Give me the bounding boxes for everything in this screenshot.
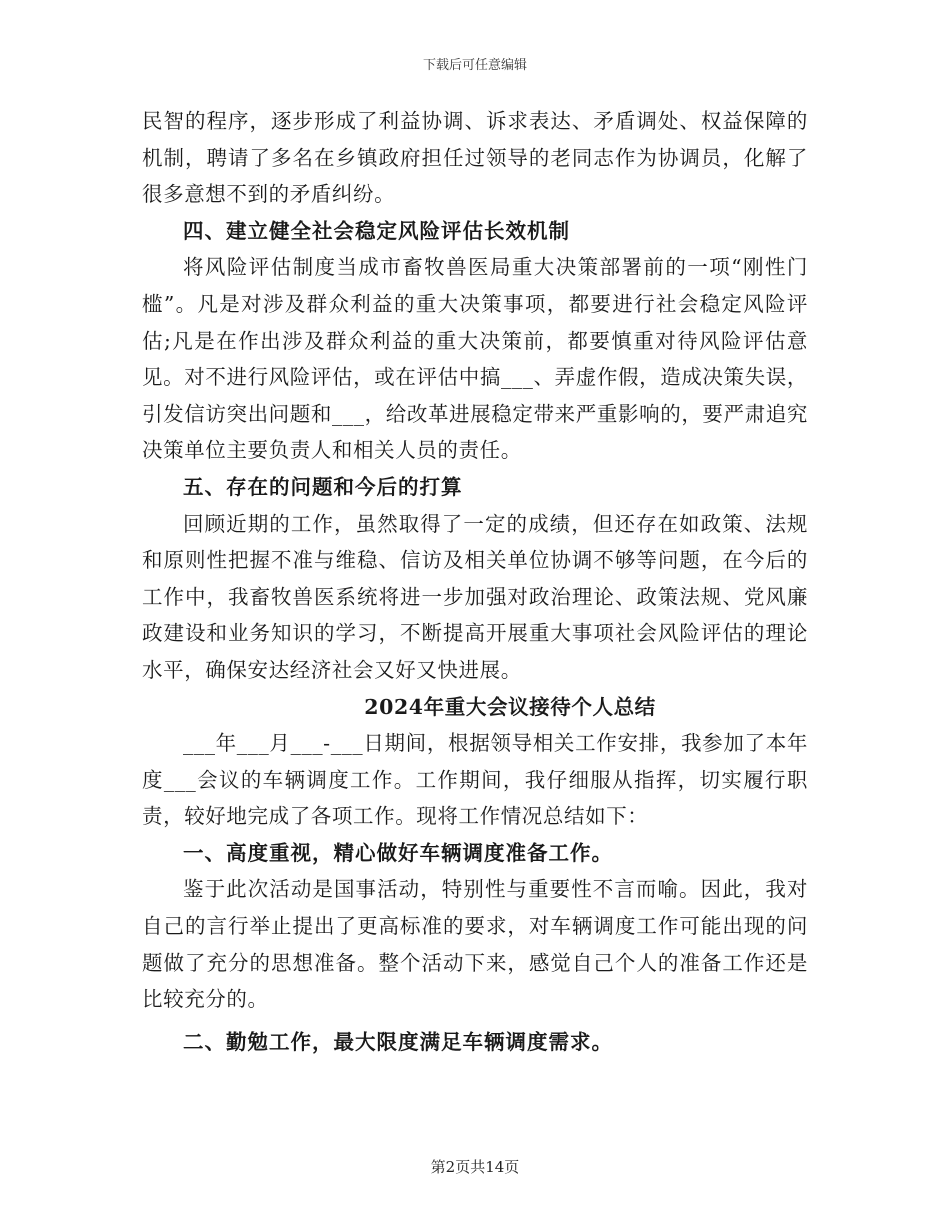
section-heading: 二、勤勉工作，最大限度满足车辆调度需求。 <box>183 1029 613 1054</box>
section-heading: 五、存在的问题和今后的打算 <box>183 474 463 499</box>
paragraph: 将风险评估制度当成市畜牧兽医局重大决策部署前的一项“刚性门槛”。凡是对涉及群众利益的重大决策事项，都要进行社会稳定风险评估;凡是在作出涉及群众利益的重大决策前，都要慎重对待风险评估意见。对不进行风险评估，或在评估中搞___、弄虚作假，造成决策失误，引发信访突出问题和___，给改革进展稳定带来严重影响的，要严肃追究决策单位主要负责人和相关人员的责任。 <box>142 255 808 463</box>
paragraph: 回顾近期的工作，虽然取得了一定的成绩，但还存在如政策、法规和原则性把握不准与维稳、信访及相关单位协调不够等问题，在今后的工作中，我畜牧兽医系统将进一步加强对政治理论、政策法规、党风廉政建设和业务知识的学习，不断提高开展重大事项社会风险评估的理论水平，确保安达经济社会又好又快进展。 <box>142 511 808 682</box>
page-header-note: 下载后可任意编辑 <box>422 58 527 73</box>
paragraph: 民智的程序，逐步形成了利益协调、诉求表达、矛盾调处、权益保障的机制，聘请了多名在乡镇政府担任过领导的老同志作为协调员，化解了很多意想不到的矛盾纠纷。 <box>142 109 808 207</box>
paragraph: ___年___月___-___日期间，根据领导相关工作安排，我参加了本年度___会议的车辆调度工作。工作期间，我仔细服从指挥，切实履行职责，较好地完成了各项工作。现将工作情况总结如下： <box>142 731 808 829</box>
page-number: 第2页共14页 <box>430 1158 520 1176</box>
document-title: 2024年重大会议接待个人总结 <box>364 694 656 719</box>
section-heading: 四、建立健全社会稳定风险评估长效机制 <box>183 218 570 243</box>
document-body <box>142 103 808 1060</box>
paragraph: 鉴于此次活动是国事活动，特别性与重要性不言而喻。因此，我对自己的言行举止提出了更高标准的要求，对车辆调度工作可能出现的问题做了充分的思想准备。整个活动下来，感觉自己个人的准备工作还是比较充分的。 <box>142 877 808 1012</box>
section-heading: 一、高度重视，精心做好车辆调度准备工作。 <box>183 840 613 865</box>
